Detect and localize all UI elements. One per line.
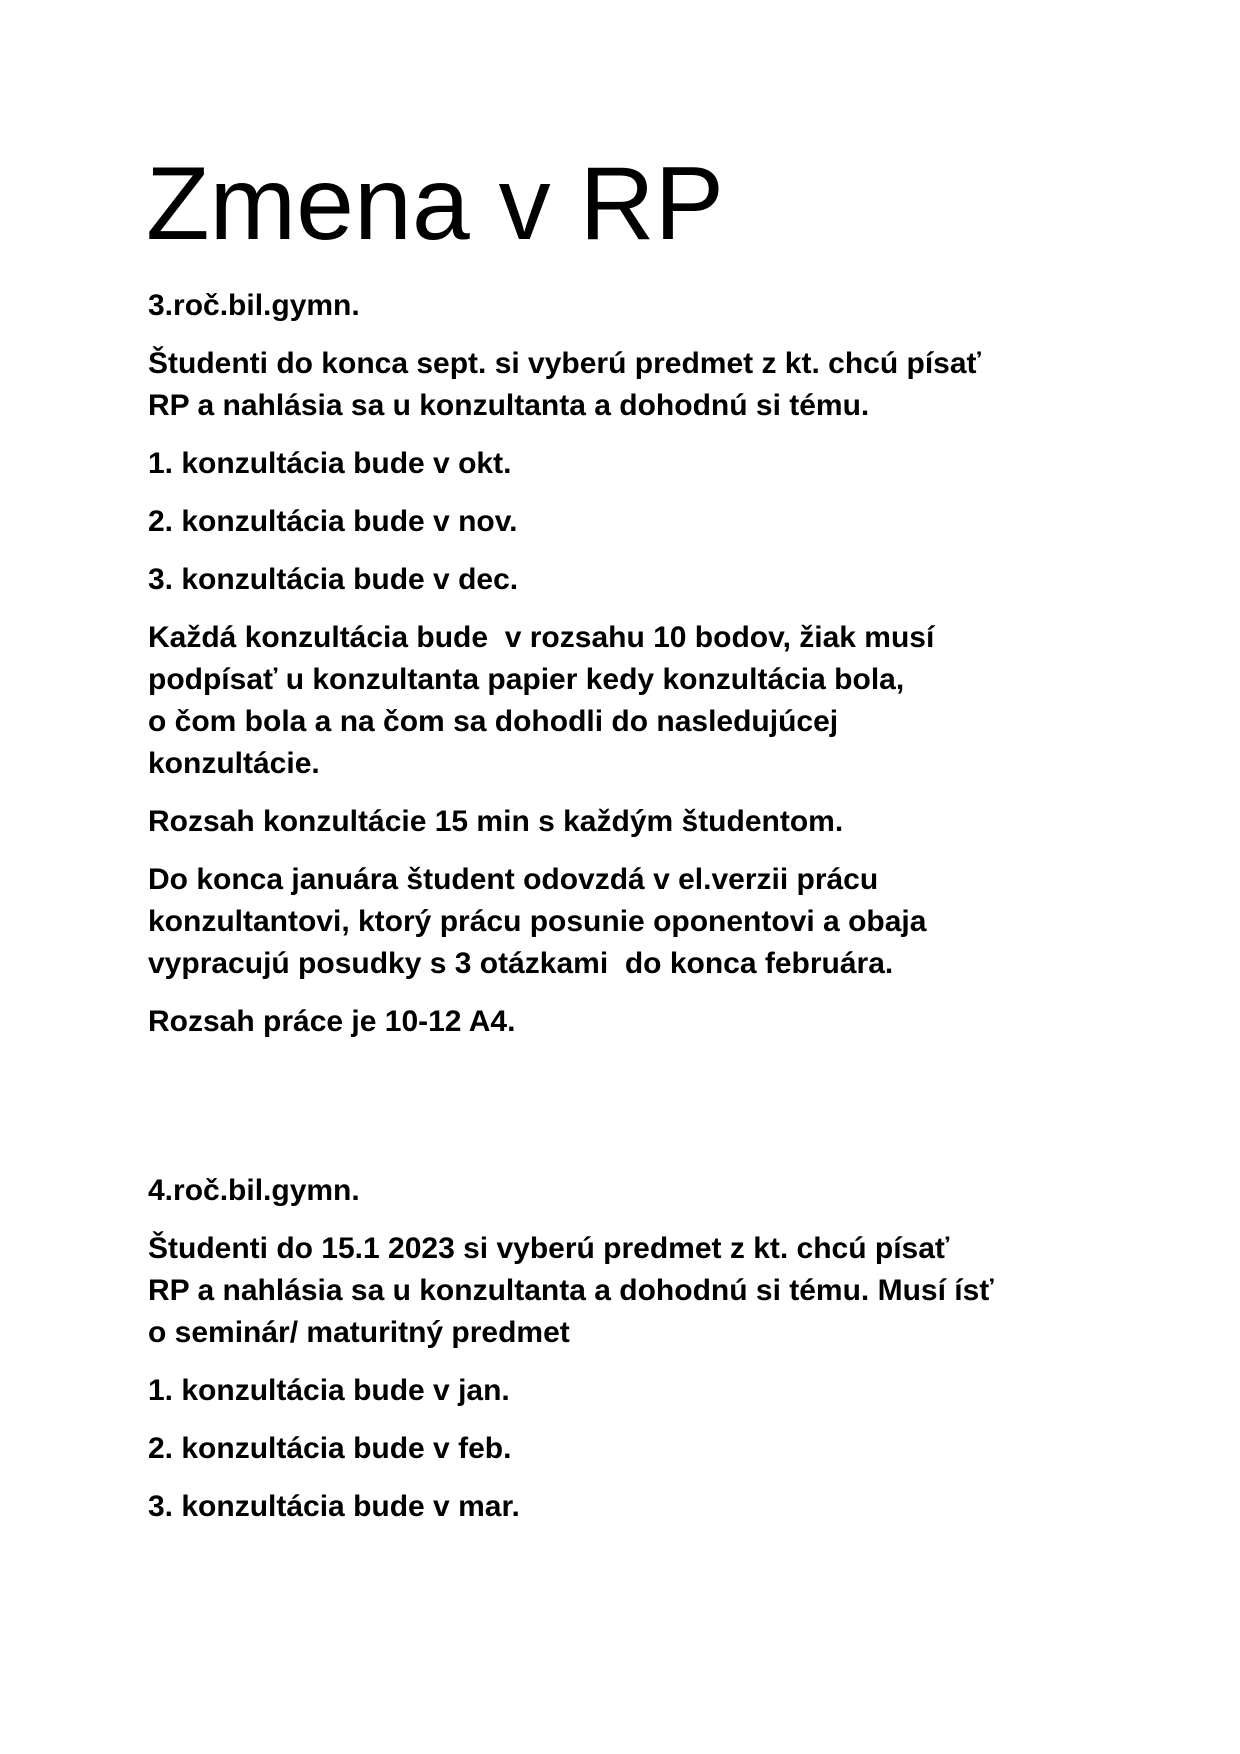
length-paragraph: Rozsah práce je 10-12 A4. <box>148 1005 516 1038</box>
consultation-item: 3. konzultácia bude v dec. <box>148 563 519 596</box>
consultation-item: 3. konzultácia bude v mar. <box>148 1490 520 1523</box>
intro-paragraph <box>148 1228 1148 1354</box>
text-line: Študenti do konca sept. si vyberú predmet z kt. chcú písať <box>148 347 981 380</box>
text-line: Študenti do 15.1 2023 si vyberú predmet z kt. chcú písať <box>148 1232 950 1265</box>
submission-paragraph <box>148 859 1148 985</box>
text-line: Každá konzultácia bude v rozsahu 10 bodov, žiak musí <box>148 621 935 654</box>
text-line: o seminár/ maturitný predmet <box>148 1316 570 1349</box>
consultation-item: 2. konzultácia bude v nov. <box>148 505 518 538</box>
consultation-item: 1. konzultácia bude v jan. <box>148 1374 510 1407</box>
rules-paragraph <box>148 617 1148 785</box>
section-heading: 3.roč.bil.gymn. <box>148 289 360 322</box>
duration-paragraph: Rozsah konzultácie 15 min s každým študentom. <box>148 805 844 838</box>
document-title: Zmena v RP <box>146 146 724 262</box>
text-line: Do konca januára študent odovzdá v el.verzii prácu <box>148 863 879 896</box>
text-line: vypracujú posudky s 3 otázkami do konca februára. <box>148 947 894 980</box>
text-line: konzultácie. <box>148 747 320 780</box>
text-line: RP a nahlásia sa u konzultanta a dohodnú si tému. Musí ísť <box>148 1274 994 1307</box>
consultation-item: 1. konzultácia bude v okt. <box>148 447 512 480</box>
text-line: RP a nahlásia sa u konzultanta a dohodnú si tému. <box>148 389 870 422</box>
section-heading: 4.roč.bil.gymn. <box>148 1174 360 1207</box>
text-line: konzultantovi, ktorý prácu posunie oponentovi a obaja <box>148 905 927 938</box>
intro-paragraph <box>148 343 1148 427</box>
consultation-item: 2. konzultácia bude v feb. <box>148 1432 512 1465</box>
text-line: o čom bola a na čom sa dohodli do nasledujúcej <box>148 705 839 738</box>
section-3rd-year <box>148 285 1148 1059</box>
text-line: podpísať u konzultanta papier kedy konzultácia bola, <box>148 663 905 696</box>
section-4th-year <box>148 1170 1148 1544</box>
